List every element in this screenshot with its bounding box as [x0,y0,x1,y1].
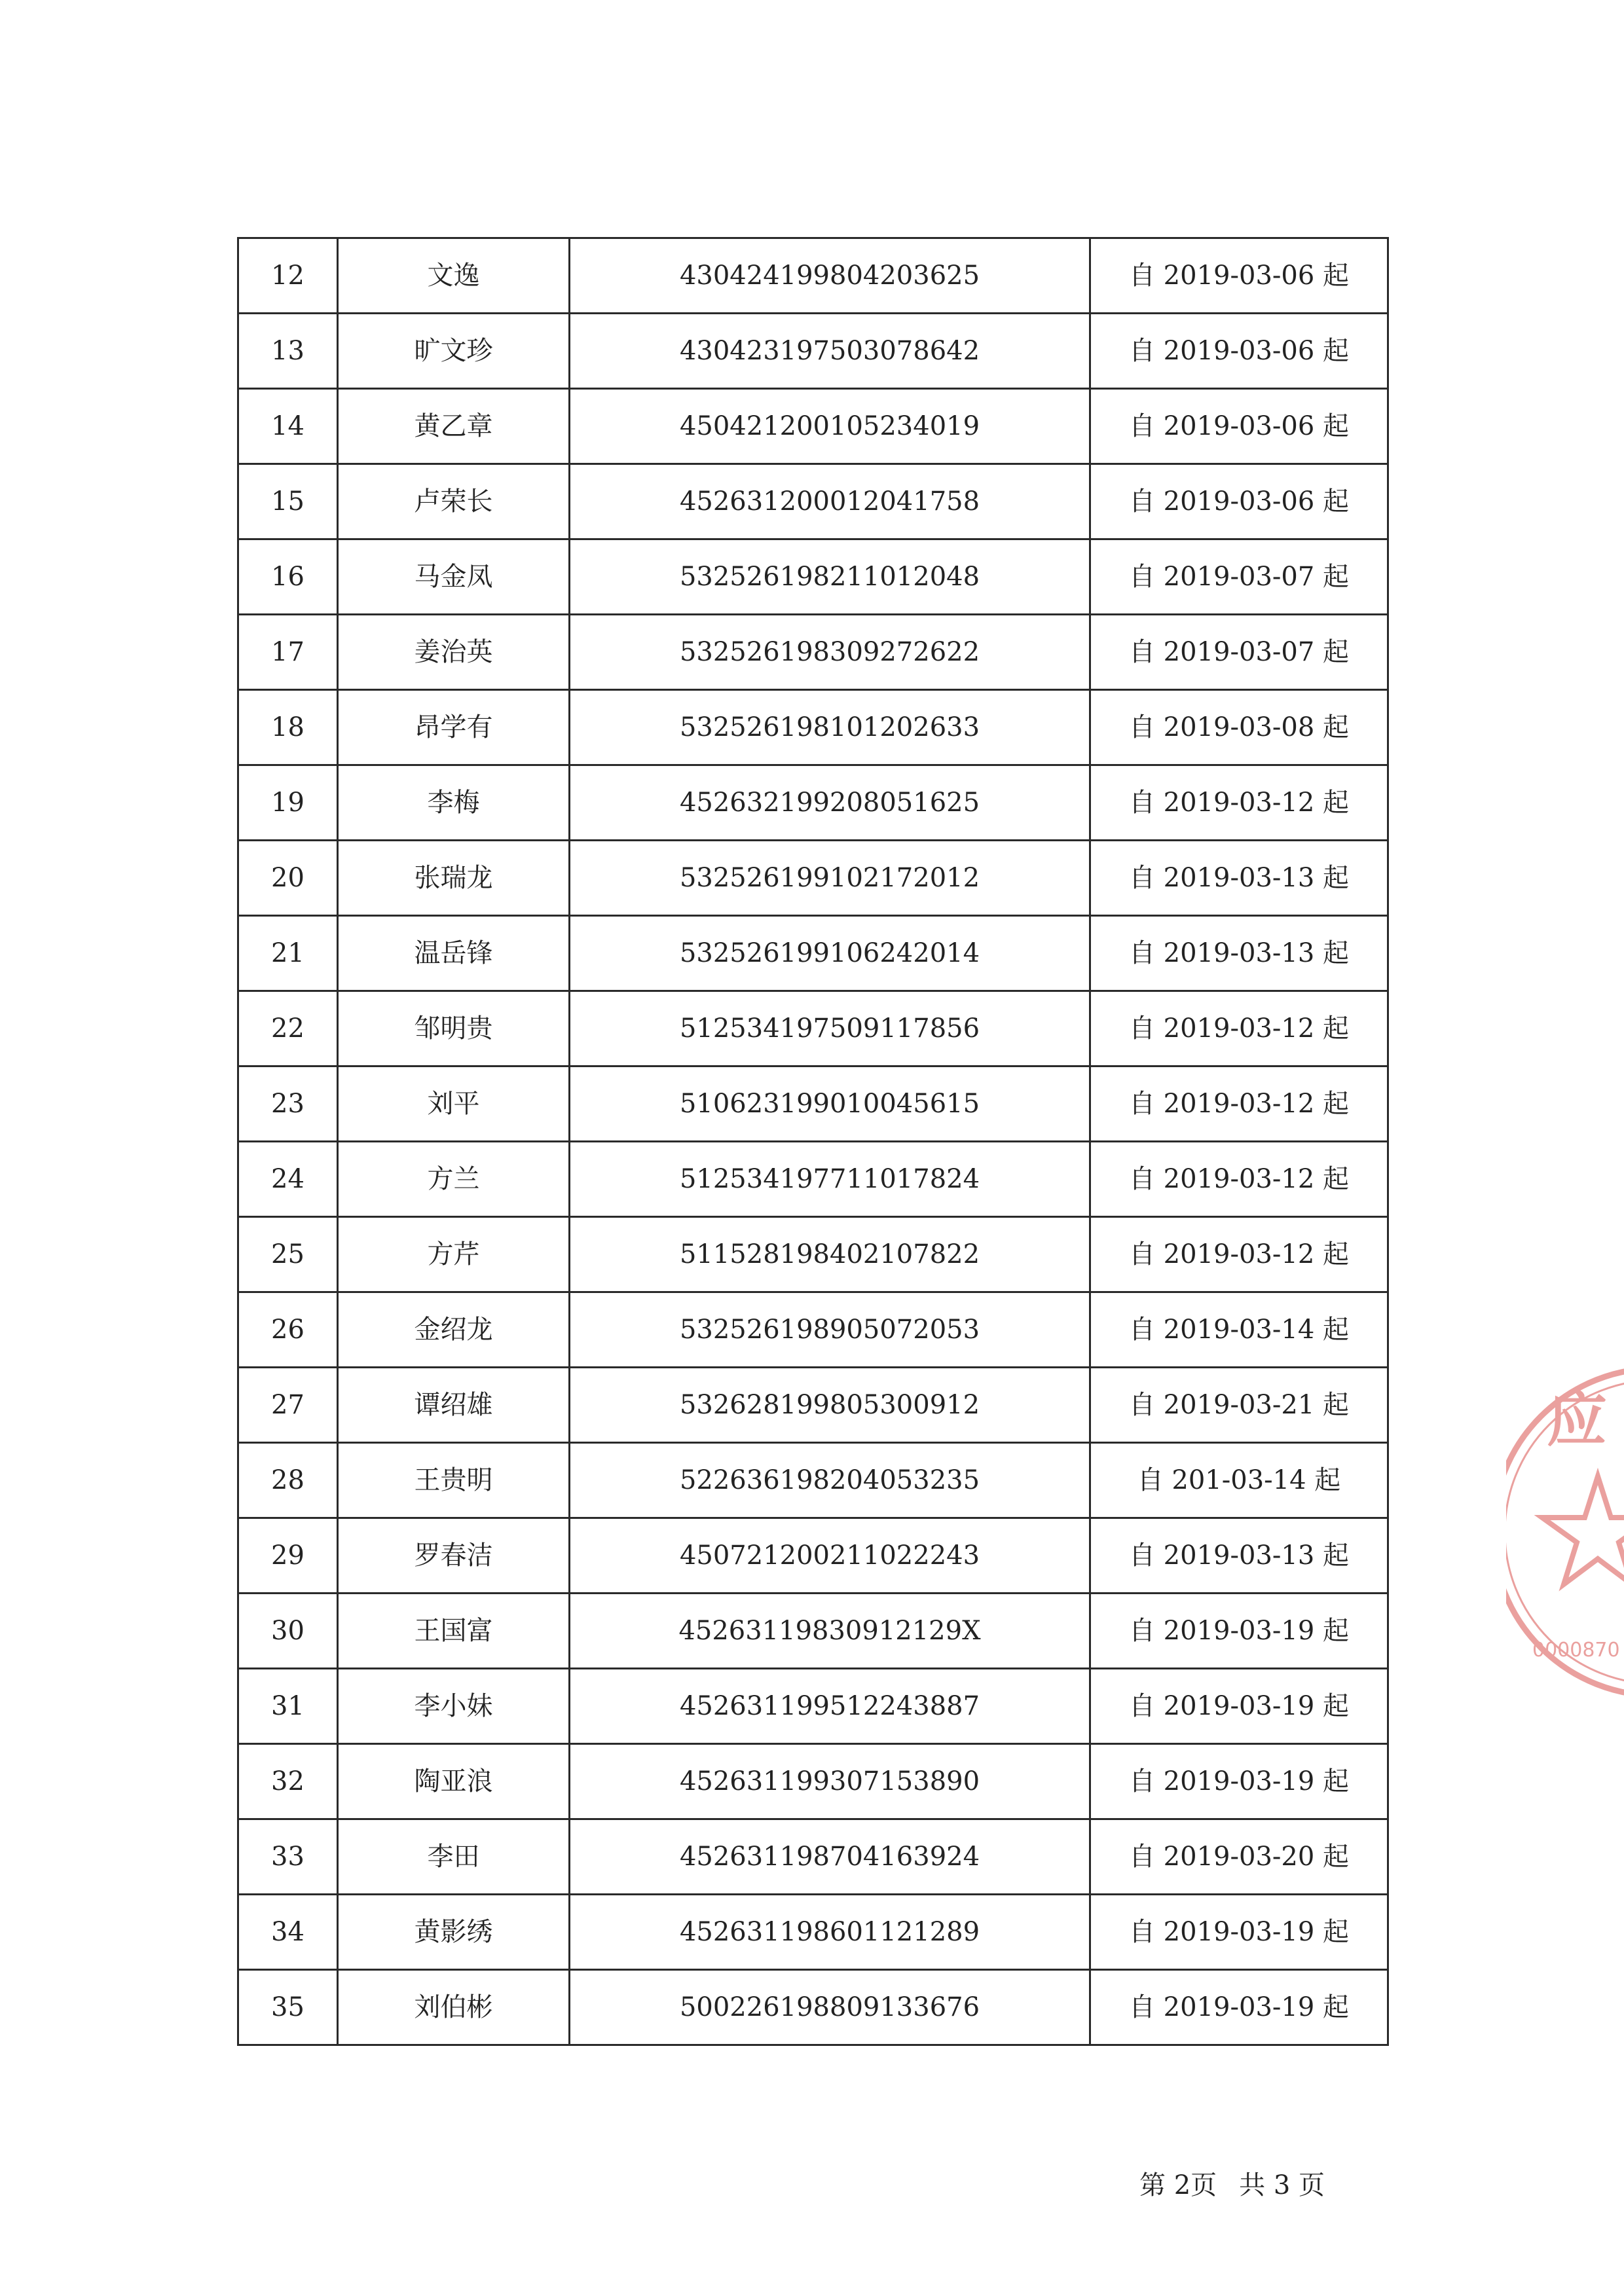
row-number-cell: 19 [238,765,338,841]
row-number-cell: 25 [238,1217,338,1292]
name-cell: 文逸 [338,238,570,314]
row-number-cell: 12 [238,238,338,314]
row-number-cell: 30 [238,1594,338,1669]
table-row [238,1292,1388,1368]
name-cell: 谭绍雄 [338,1368,570,1443]
row-number-cell: 21 [238,916,338,991]
name-cell: 罗春洁 [338,1518,570,1594]
name-cell: 李小妹 [338,1669,570,1744]
row-number-cell: 14 [238,389,338,464]
row-number-cell: 33 [238,1819,338,1895]
name-cell: 邹明贵 [338,991,570,1066]
row-number-cell: 17 [238,615,338,690]
start-date-cell: 自 2019-03-13 起 [1090,1518,1388,1594]
name-cell: 方兰 [338,1142,570,1217]
name-cell: 方芹 [338,1217,570,1292]
row-number-cell: 18 [238,690,338,765]
start-date-cell: 自 2019-03-20 起 [1090,1819,1388,1895]
table-row [238,1217,1388,1292]
start-date-cell: 自 2019-03-19 起 [1090,1895,1388,1970]
id-number-cell: 532526198211012048 [570,539,1090,615]
id-number-cell: 452631200012041758 [570,464,1090,539]
name-cell: 李田 [338,1819,570,1895]
name-cell: 王贵明 [338,1443,570,1518]
start-date-cell: 自 2019-03-19 起 [1090,1744,1388,1819]
table-row [238,1518,1388,1594]
row-number-cell: 26 [238,1292,338,1368]
row-number-cell: 20 [238,841,338,916]
name-cell: 姜治英 [338,615,570,690]
start-date-cell: 自 2019-03-19 起 [1090,1970,1388,2045]
start-date-cell: 自 2019-03-06 起 [1090,314,1388,389]
seal-partial-text: 应 [1547,1385,1608,1455]
row-number-cell: 15 [238,464,338,539]
table-row [238,1819,1388,1895]
start-date-cell: 自 2019-03-07 起 [1090,539,1388,615]
table-row [238,1744,1388,1819]
table-row [238,841,1388,916]
row-number-cell: 34 [238,1895,338,1970]
table-row [238,539,1388,615]
row-number-cell: 27 [238,1368,338,1443]
row-number-cell: 29 [238,1518,338,1594]
start-date-cell: 自 2019-03-07 起 [1090,615,1388,690]
id-number-cell: 510623199010045615 [570,1066,1090,1142]
id-number-cell: 452632199208051625 [570,765,1090,841]
name-cell: 黄影绣 [338,1895,570,1970]
id-number-cell: 532526198905072053 [570,1292,1090,1368]
table-row [238,1368,1388,1443]
id-number-cell: 45263119830912129X [570,1594,1090,1669]
row-number-cell: 28 [238,1443,338,1518]
table-row [238,464,1388,539]
id-number-cell: 452631198704163924 [570,1819,1090,1895]
row-number-cell: 13 [238,314,338,389]
id-number-cell: 452631199512243887 [570,1669,1090,1744]
id-number-cell: 450421200105234019 [570,389,1090,464]
table-row [238,1142,1388,1217]
start-date-cell: 自 2019-03-08 起 [1090,690,1388,765]
id-number-cell: 532526199106242014 [570,916,1090,991]
seal-star-icon [1542,1476,1624,1584]
table-row [238,1669,1388,1744]
start-date-cell: 自 2019-03-12 起 [1090,1066,1388,1142]
start-date-cell: 自 2019-03-21 起 [1090,1368,1388,1443]
id-number-cell: 512534197509117856 [570,991,1090,1066]
start-date-cell: 自 2019-03-06 起 [1090,389,1388,464]
id-number-cell: 511528198402107822 [570,1217,1090,1292]
start-date-cell: 自 2019-03-06 起 [1090,464,1388,539]
row-number-cell: 32 [238,1744,338,1819]
start-date-cell: 自 2019-03-12 起 [1090,991,1388,1066]
start-date-cell: 自 2019-03-13 起 [1090,916,1388,991]
official-seal [1506,1342,1624,1709]
id-number-cell: 452631199307153890 [570,1744,1090,1819]
table-row [238,1895,1388,1970]
table-row [238,690,1388,765]
table-row [238,1594,1388,1669]
start-date-cell: 自 2019-03-12 起 [1090,1217,1388,1292]
page-total: 共 3 页 [1239,2170,1325,2200]
id-number-cell: 532526198309272622 [570,615,1090,690]
page-footer [1139,2164,1325,2202]
table-row [238,916,1388,991]
start-date-cell: 自 2019-03-14 起 [1090,1292,1388,1368]
page-current: 第 2页 [1139,2170,1217,2200]
name-cell: 王国富 [338,1594,570,1669]
id-number-cell: 500226198809133676 [570,1970,1090,2045]
name-cell: 刘伯彬 [338,1970,570,2045]
id-number-cell: 532628199805300912 [570,1368,1090,1443]
start-date-cell: 自 201-03-14 起 [1090,1443,1388,1518]
table-row [238,765,1388,841]
name-cell: 旷文珍 [338,314,570,389]
name-cell: 刘平 [338,1066,570,1142]
row-number-cell: 23 [238,1066,338,1142]
row-number-cell: 16 [238,539,338,615]
name-cell: 卢荣长 [338,464,570,539]
table-row [238,991,1388,1066]
id-number-cell: 532526199102172012 [570,841,1090,916]
personnel-table [237,237,1389,2046]
start-date-cell: 自 2019-03-12 起 [1090,1142,1388,1217]
start-date-cell: 自 2019-03-13 起 [1090,841,1388,916]
name-cell: 温岳锋 [338,916,570,991]
name-cell: 李梅 [338,765,570,841]
id-number-cell: 522636198204053235 [570,1443,1090,1518]
name-cell: 张瑞龙 [338,841,570,916]
table-row [238,1066,1388,1142]
start-date-cell: 自 2019-03-06 起 [1090,238,1388,314]
id-number-cell: 450721200211022243 [570,1518,1090,1594]
start-date-cell: 自 2019-03-19 起 [1090,1594,1388,1669]
row-number-cell: 24 [238,1142,338,1217]
row-number-cell: 35 [238,1970,338,2045]
row-number-cell: 22 [238,991,338,1066]
table-row [238,1970,1388,2045]
seal-partial-number: 0000870 [1532,1639,1620,1662]
table-row [238,389,1388,464]
id-number-cell: 430424199804203625 [570,238,1090,314]
personnel-table-body [238,238,1388,2045]
name-cell: 陶亚浪 [338,1744,570,1819]
id-number-cell: 532526198101202633 [570,690,1090,765]
table-row [238,615,1388,690]
id-number-cell: 452631198601121289 [570,1895,1090,1970]
table-row [238,238,1388,314]
table-row [238,1443,1388,1518]
start-date-cell: 自 2019-03-19 起 [1090,1669,1388,1744]
name-cell: 金绍龙 [338,1292,570,1368]
start-date-cell: 自 2019-03-12 起 [1090,765,1388,841]
name-cell: 昂学有 [338,690,570,765]
name-cell: 马金凤 [338,539,570,615]
name-cell: 黄乙章 [338,389,570,464]
row-number-cell: 31 [238,1669,338,1744]
table-row [238,314,1388,389]
id-number-cell: 512534197711017824 [570,1142,1090,1217]
id-number-cell: 430423197503078642 [570,314,1090,389]
